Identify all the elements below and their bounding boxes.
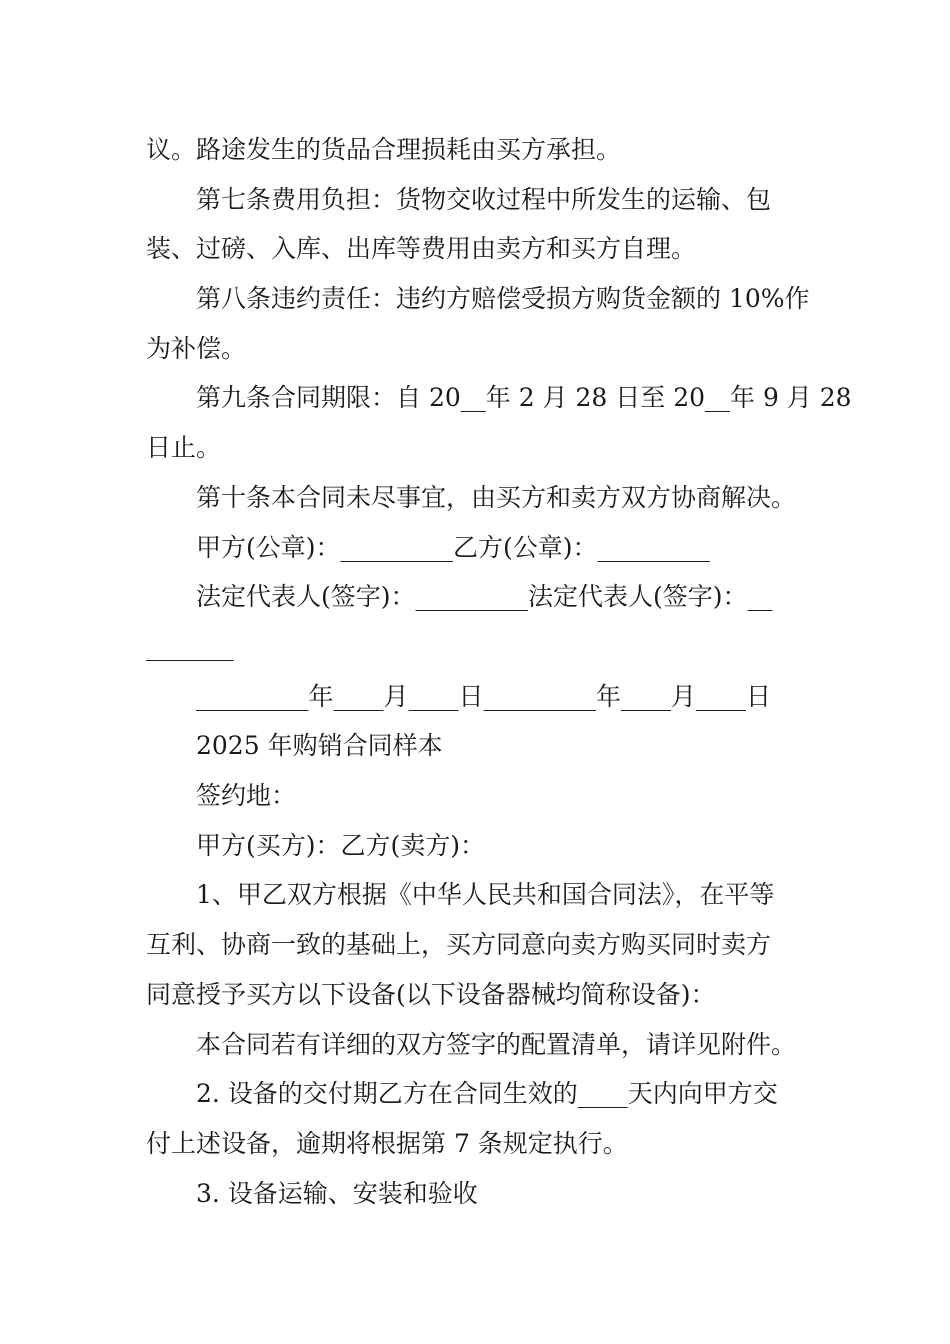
text-line: 甲方(买方)：乙方(卖方)： — [196, 831, 486, 860]
text-line: 本合同若有详细的双方签字的配置清单，请详见附件。 — [196, 1030, 797, 1059]
text-line: 法定代表人(签字)：_________法定代表人(签字)：__ — [196, 582, 773, 611]
text-line: 甲方(公章)：_________乙方(公章)：_________ — [196, 533, 711, 562]
text-line: 装、过磅、入库、出库等费用由卖方和买方自理。 — [146, 234, 697, 263]
text-line: 3. 设备运输、安装和验收 — [196, 1179, 478, 1208]
text-line: 第九条合同期限：自 20__年 2 月 28 日至 20__年 9 月 28 — [196, 383, 852, 412]
text-line: 签约地： — [196, 781, 297, 810]
text-line: 议。路途发生的货品合理损耗由买方承担。 — [146, 135, 622, 164]
text-line: 为补偿。 — [146, 334, 247, 363]
text-line: 1、甲乙双方根据《中华人民共和国合同法》，在平等 — [196, 880, 775, 909]
text-line: 互利、协商一致的基础上，买方同意向卖方购买同时卖方 — [146, 930, 772, 959]
text-line: 2. 设备的交付期乙方在合同生效的____天内向甲方交 — [196, 1079, 778, 1108]
text-line: _________年____月____日_________年____月____日 — [196, 682, 772, 711]
text-line: 第八条违约责任：违约方赔偿受损方购货金额的 10%作 — [196, 284, 810, 313]
text-line: 日止。 — [146, 433, 222, 462]
text-line: 付上述设备，逾期将根据第 7 条规定执行。 — [146, 1129, 628, 1158]
text-line: 第十条本合同未尽事宜，由买方和卖方双方协商解决。 — [196, 483, 797, 512]
text-line: 同意授予买方以下设备(以下设备器械均简称设备)： — [146, 980, 716, 1009]
text-line: 第七条费用负担：货物交收过程中所发生的运输、包 — [196, 185, 772, 214]
text-line: _______ — [146, 632, 234, 661]
text-line: 2025 年购销合同样本 — [196, 731, 443, 760]
